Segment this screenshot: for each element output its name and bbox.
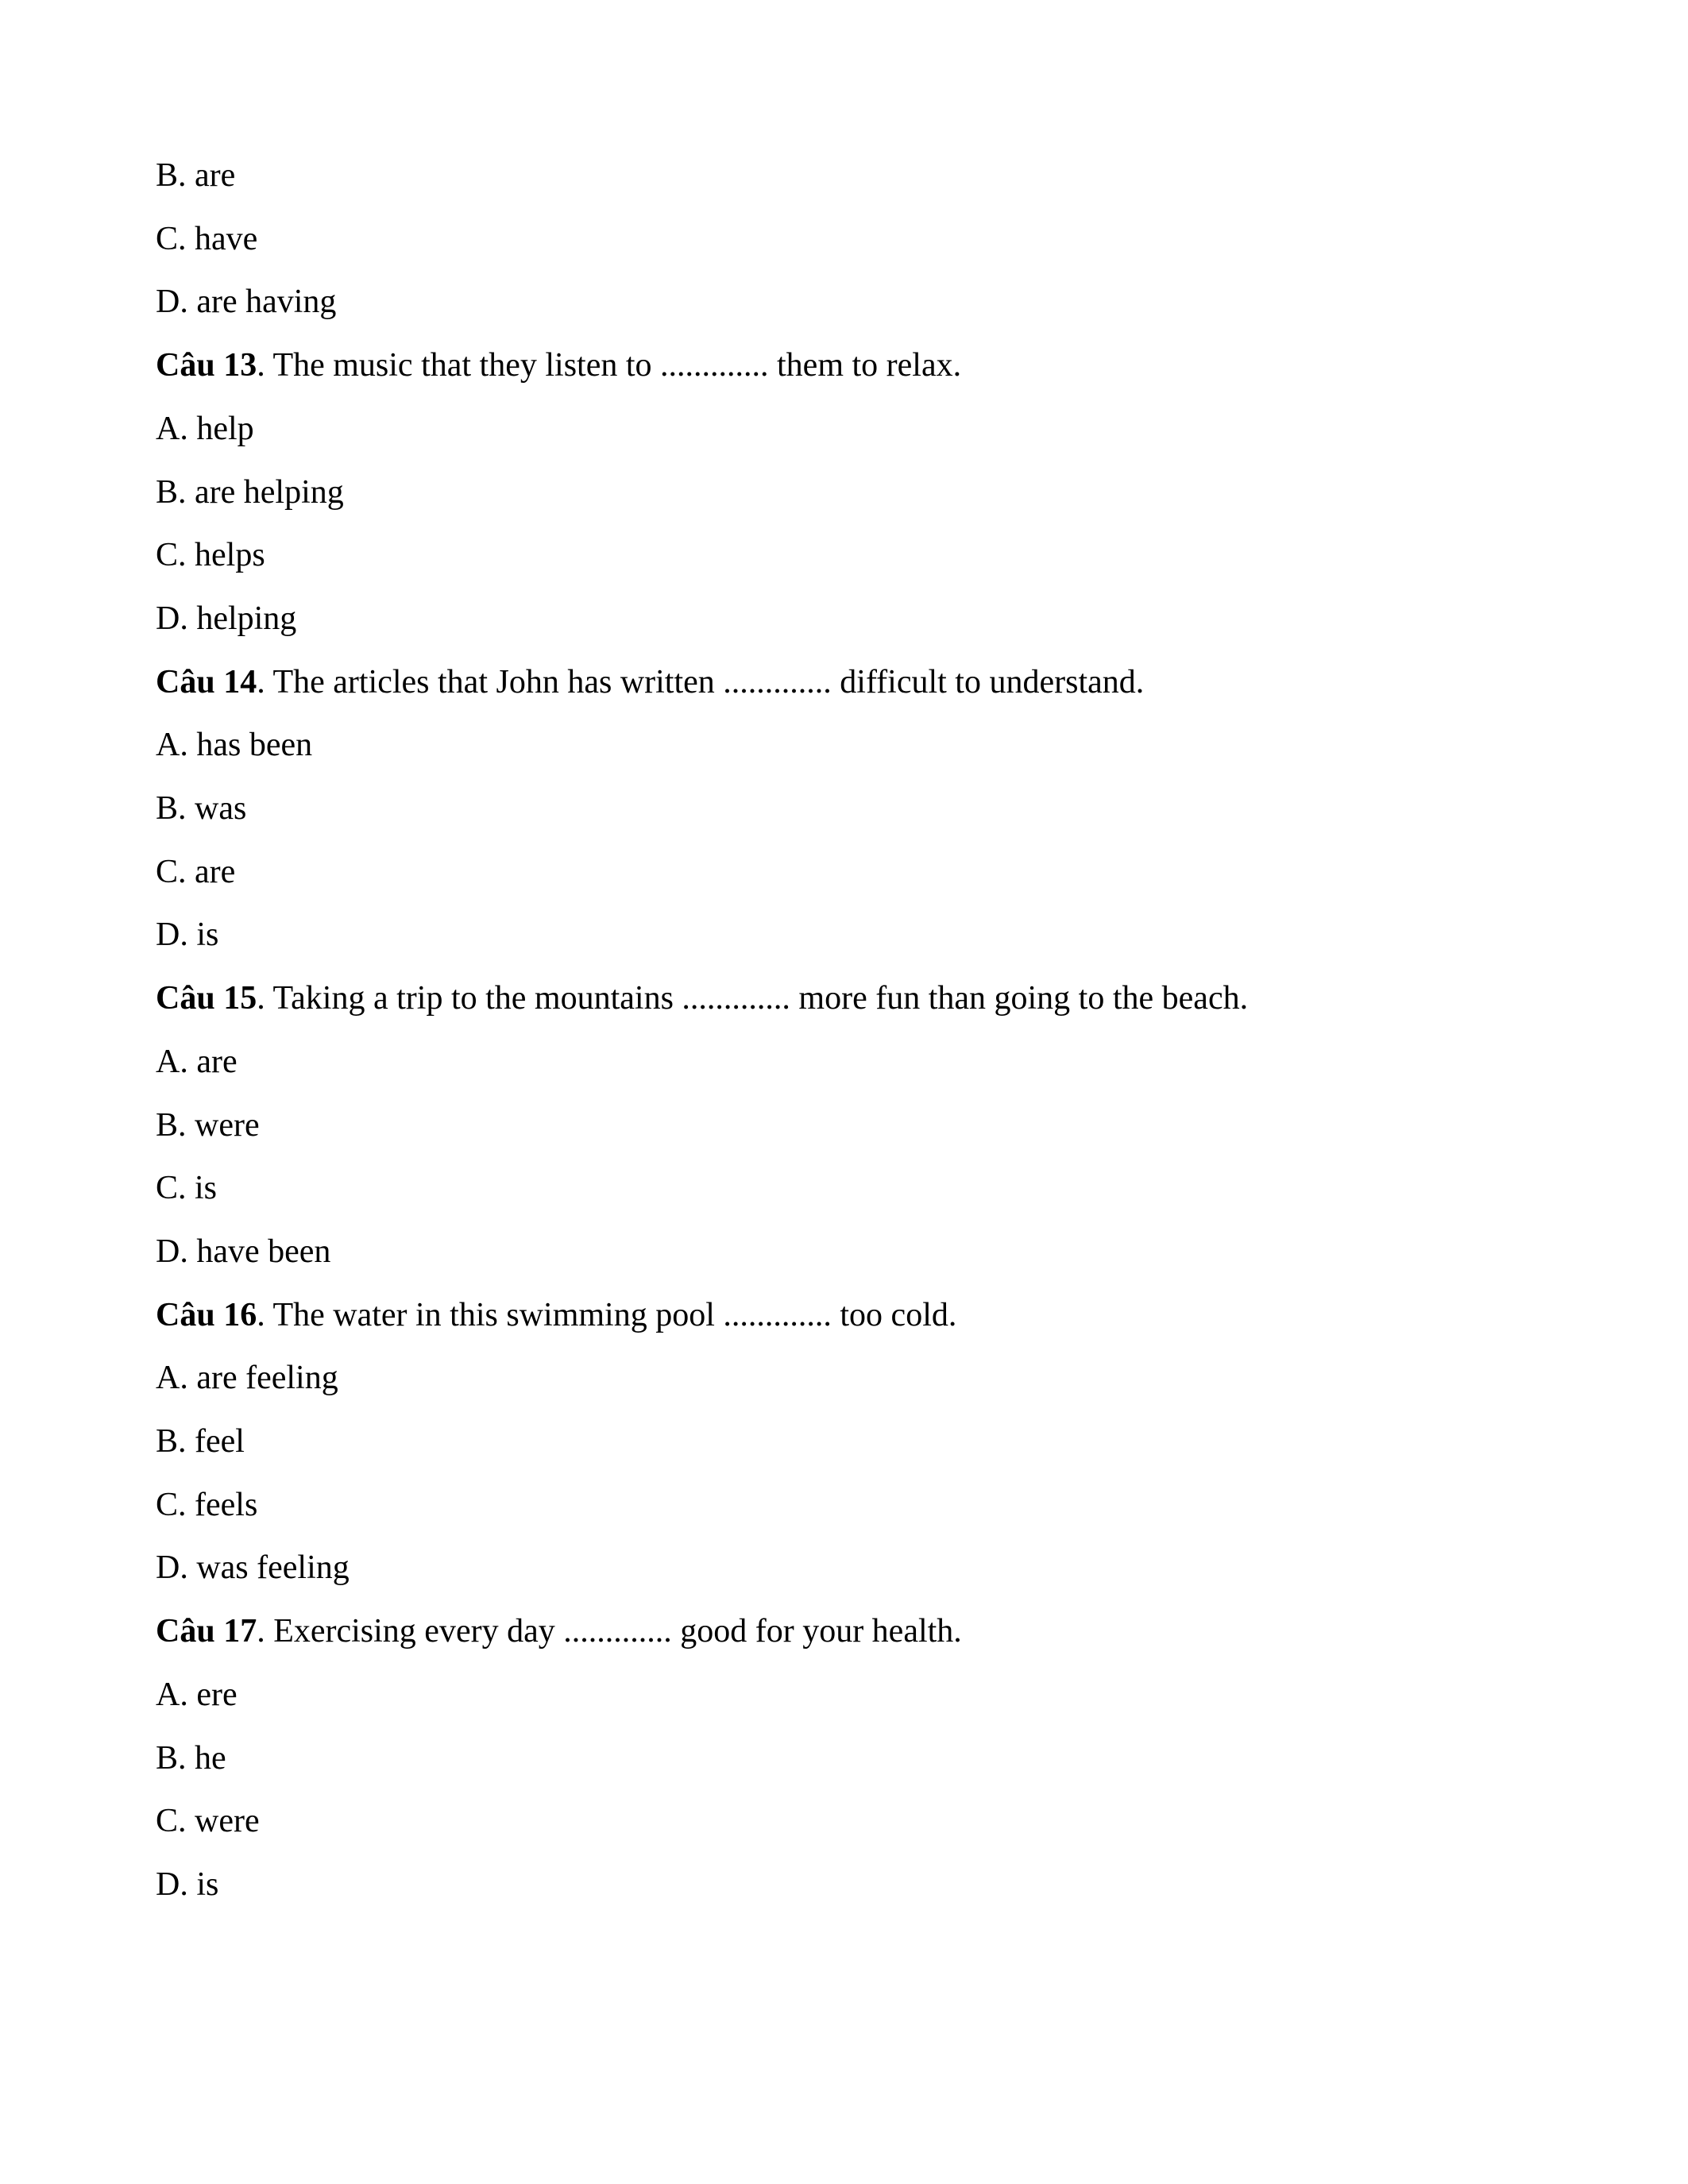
answer-option: C. helps [156, 537, 265, 574]
question [156, 334, 1569, 651]
question-text: . Exercising every day ............. good for your health. [257, 1613, 962, 1650]
answer-option: A. are [156, 1043, 238, 1080]
answer-option: D. is [156, 1866, 219, 1903]
answer-option: B. he [156, 1739, 226, 1777]
answer-option: A. help [156, 410, 254, 447]
answer-option: C. is [156, 1170, 218, 1207]
question-text: . The music that they listen to ............. them to relax. [257, 347, 962, 384]
question-stem [156, 1600, 1569, 1664]
question-number: Câu 15 [156, 980, 257, 1017]
answer-option: C. are [156, 853, 236, 890]
option: D. are having [156, 284, 337, 321]
question [156, 651, 1569, 968]
question-text: . The water in this swimming pool ............. too cold. [257, 1296, 957, 1333]
question [156, 1284, 1569, 1601]
answer-option: B. was [156, 790, 247, 828]
option: B. are [156, 157, 236, 194]
answer-option: A. has been [156, 727, 313, 764]
answer-option: B. are helping [156, 473, 344, 511]
question-number: Câu 14 [156, 663, 257, 700]
answer-option: A. ere [156, 1676, 238, 1713]
question-number: Câu 17 [156, 1613, 257, 1650]
question-text: . Taking a trip to the mountains ............. more fun than going to the beach. [257, 980, 1249, 1017]
question-text: . The articles that John has written ............. difficult to understand. [257, 663, 1145, 700]
question [156, 1600, 1569, 1917]
answer-option: B. feel [156, 1423, 245, 1461]
document-page [156, 145, 1569, 1917]
question-stem [156, 967, 1569, 1031]
answer-option: C. were [156, 1803, 260, 1840]
question-stem [156, 651, 1569, 715]
question [156, 967, 1569, 1284]
answer-option: D. is [156, 916, 219, 954]
question-list [156, 334, 1569, 1917]
option: C. have [156, 220, 258, 257]
question-stem [156, 1284, 1569, 1348]
answer-option: B. were [156, 1106, 260, 1144]
question-number: Câu 13 [156, 347, 257, 384]
question-stem [156, 334, 1569, 398]
answer-option: D. was feeling [156, 1549, 350, 1587]
answer-option: D. have been [156, 1233, 331, 1270]
leading-options [156, 145, 1569, 334]
question-number: Câu 16 [156, 1296, 257, 1333]
answer-option: A. are feeling [156, 1360, 338, 1397]
answer-option: D. helping [156, 600, 297, 637]
answer-option: C. feels [156, 1486, 258, 1523]
